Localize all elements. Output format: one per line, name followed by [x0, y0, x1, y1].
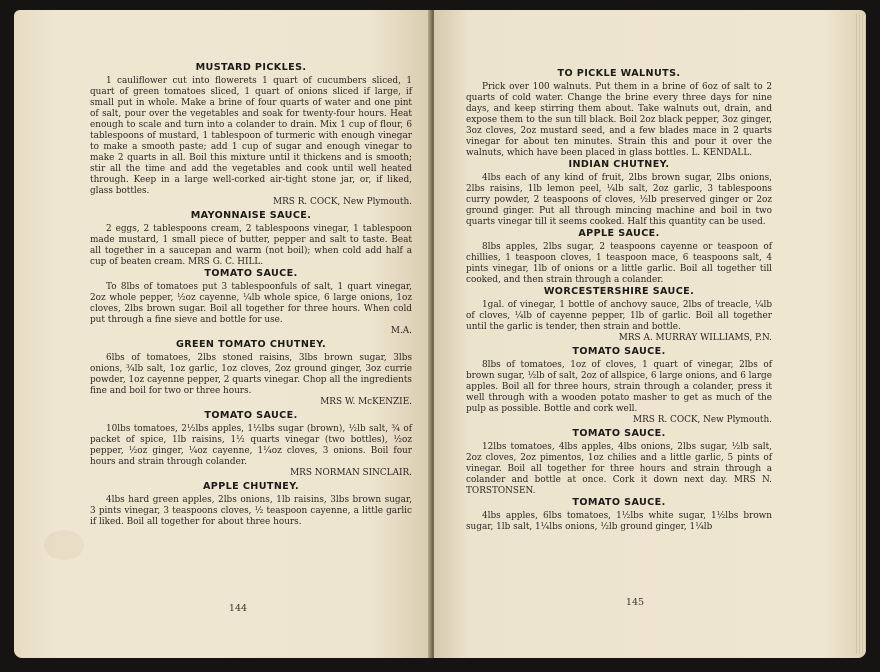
- recipe-title: MAYONNAISE SAUCE.: [190, 210, 312, 221]
- page-number: 144: [228, 603, 248, 614]
- recipe-body: To 8lbs of tomatoes put 3 tablespoonfuls of salt, 1 quart vinegar, 2oz whole pepper, ½oz cayenne, ¼lb whole spice, 6 large onions, 1oz cloves, 2lbs brown sugar. Boil all together for three hours. When cold put through a fine sieve and bottle for use.: [90, 282, 412, 325]
- recipe-signature: MRS W. McKENZIE.: [320, 397, 412, 407]
- left-page: [14, 10, 432, 658]
- recipe-body: 8lbs apples, 2lbs sugar, 2 teaspoons cayenne or teaspoon of chillies, 1 teaspoon cloves, 1 teaspoon mace, 6 teaspoons salt, 4 pints vinegar, 1lb of onions or a little garlic. Boil all together till cooked, and then strain through a colander.: [466, 242, 772, 285]
- recipe-signature: M.A.: [390, 326, 412, 336]
- recipe: [466, 159, 772, 228]
- recipe-title: TOMATO SAUCE.: [572, 428, 666, 439]
- recipe: [466, 428, 772, 497]
- recipe: [466, 497, 772, 533]
- recipe-title: TOMATO SAUCE.: [572, 346, 666, 357]
- recipe: [466, 68, 772, 159]
- recipe-title: INDIAN CHUTNEY.: [568, 159, 670, 170]
- recipe-signature: MRS R. COCK, New Plymouth.: [273, 197, 412, 207]
- recipe-title: TO PICKLE WALNUTS.: [557, 68, 681, 79]
- recipe-title: TOMATO SAUCE.: [572, 497, 666, 508]
- recipe: [90, 481, 412, 528]
- recipe-body: 1 cauliflower cut into flowerets 1 quart of cucumbers sliced, 1 quart of green tomatoes sliced, 1 quart of onions sliced if large, if small put in whole. Make a brine of four quarts of water and one pint of salt, pour over the vegetables and soak for twenty-four hours. Heat enough to scale and turn into a colander to drain. Mix 1 cup of flour, 6 tablespoons of mustard, 1 tablespoon of turmeric with enough vinegar to make a smooth paste; add 1 cup of sugar and enough vinegar to make 2 quarts in all. Boil this mixture until it thickens and is smooth; stir all the time and add the vegetables and cook until well heated through. Keep in a large well-corked air-tight stone jar, or, if liked, glass bottles.: [90, 76, 412, 196]
- recipe-body: Prick over 100 walnuts. Put them in a brine of 6oz of salt to 2 quarts of cold water. Change the brine every three days for nine days, and keep stirring them about. Take walnuts out, drain, and expose them to the sun till black. Boil 2oz black pepper, 3oz ginger, 3oz cloves, 2oz mustard seed, and a few blades mace in 2 quarts vinegar for about ten minutes. Strain this and pour it over the walnuts, which have been placed in glass bottles. L. KENDALL.: [466, 82, 772, 158]
- open-book: [14, 10, 866, 662]
- recipe-signature: MRS R. COCK, New Plymouth.: [633, 415, 772, 425]
- recipe-body: 2 eggs, 2 tablespoons cream, 2 tablespoons vinegar, 1 tablespoon made mustard, 1 small piece of butter, pepper and salt to taste. Beat all together in a saucepan and warm (not boil); when cold add half a cup of beaten cream. MRS G. C. HILL.: [90, 224, 412, 267]
- recipe: [90, 210, 412, 268]
- right-page: [434, 10, 866, 658]
- recipe: [90, 62, 412, 208]
- recipe-body: 8lbs of tomatoes, 1oz of cloves, 1 quart of vinegar, 2lbs of brown sugar, ½lb of salt, 2oz of allspice, 6 large onions, and 6 large apples. Boil all for three hours, strain through a colander, press it well through with a wooden potato masher to get as much of the pulp as possible. Bottle and cork well.: [466, 360, 772, 414]
- recipe-body: 1gal. of vinegar, 1 bottle of anchovy sauce, 2lbs of treacle, ¼lb of cloves, ¼lb of cayenne pepper, 1lb of garlic. Boil all together until the garlic is tender, then strain and bottle.: [466, 300, 772, 332]
- recipe-title: TOMATO SAUCE.: [204, 410, 298, 421]
- recipe-title: APPLE CHUTNEY.: [202, 481, 300, 492]
- recipe-title: TOMATO SAUCE.: [204, 268, 298, 279]
- page-edges: [856, 14, 866, 654]
- paper-stain: [44, 530, 84, 560]
- recipe-body: 6lbs of tomatoes, 2lbs stoned raisins, 3lbs brown sugar, 3lbs onions, ¾lb salt, 1oz garlic, 1oz cloves, 2oz ground ginger, 3oz currie powder, 1oz cayenne pepper, 2 quarts vinegar. Chop all the ingredients fine and boil for two or three hours.: [90, 353, 412, 396]
- recipe-title: APPLE SAUCE.: [578, 228, 660, 239]
- recipe: [466, 346, 772, 426]
- recipe: [466, 228, 772, 286]
- recipe-body: 4lbs hard green apples, 2lbs onions, 1lb raisins, 3lbs brown sugar, 3 pints vinegar, 3 teaspoons cloves, ½ teaspoon cayenne, a little garlic if liked. Boil all together for about three hours.: [90, 495, 412, 527]
- recipe-body: 10lbs tomatoes, 2½lbs apples, 1½lbs sugar (brown), ½lb salt, ¾ of packet of spice, 1lb raisins, 1½ quarts vinegar (two bottles), ½oz pepper, ½oz ginger, ¼oz cayenne, 1¼oz cloves, 3 onions. Boil four hours and strain through colander.: [90, 424, 412, 467]
- recipe-title: WORCESTERSHIRE SAUCE.: [543, 286, 695, 297]
- recipe-title: MUSTARD PICKLES.: [195, 62, 307, 73]
- recipe-body: 4lbs apples, 6lbs tomatoes, 1½lbs white sugar, 1½lbs brown sugar, 1lb salt, 1¼lbs onions, ½lb ground ginger, 1¼lb: [466, 511, 772, 532]
- recipe-signature: MRS A. MURRAY WILLIAMS, P.N.: [618, 333, 772, 343]
- left-page-content: [90, 62, 412, 528]
- recipe: [466, 286, 772, 344]
- recipe-signature: MRS NORMAN SINCLAIR.: [290, 468, 412, 478]
- recipe-body: 12lbs tomatoes, 4lbs apples, 4lbs onions, 2lbs sugar, ½lb salt, 2oz cloves, 2oz pimentos, 1oz chilies and a little garlic, 5 pints of vinegar. Boil all together for three hours and strain through a colander and bottle at once. Cork it down next day. MRS N. TORSTONSEN.: [466, 442, 772, 496]
- right-page-content: [466, 68, 772, 533]
- recipe-title: GREEN TOMATO CHUTNEY.: [175, 339, 327, 350]
- recipe: [90, 410, 412, 479]
- recipe-body: 4lbs each of any kind of fruit, 2lbs brown sugar, 2lbs onions, 2lbs raisins, 1lb lemon peel, ¼lb salt, 2oz garlic, 3 tablespoons curry powder, 2 teaspoons of cloves, ½lb preserved ginger or 2oz ground ginger. Put all through mincing machine and boil in two quarts vinegar till it seems cooked. Half this quantity can be used.: [466, 173, 772, 227]
- recipe: [90, 268, 412, 337]
- page-number: 145: [625, 597, 645, 608]
- recipe: [90, 339, 412, 408]
